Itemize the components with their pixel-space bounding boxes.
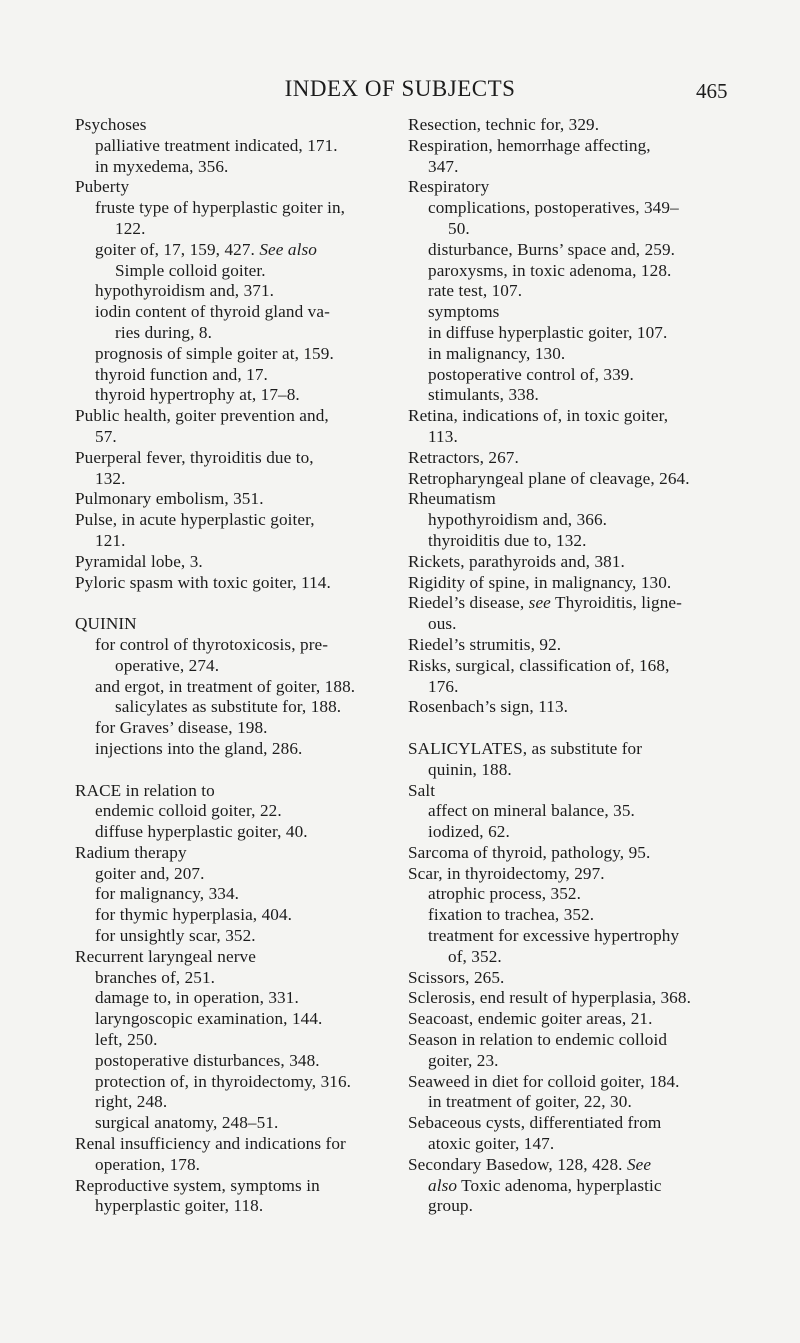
see-also-ref: also — [428, 1175, 458, 1195]
entry-continuation: quinin, 188. — [428, 759, 512, 779]
entry-line: Recurrent laryngeal nerve — [75, 946, 256, 966]
entry-line: fruste type of hyperplastic goiter in, — [95, 198, 346, 218]
index-entry — [75, 1072, 410, 1093]
entry-line: Salt — [408, 780, 436, 800]
index-entry — [408, 1009, 748, 1030]
index-entry — [408, 136, 748, 178]
index-entry — [75, 240, 410, 282]
index-entry — [408, 385, 748, 406]
index-entry — [75, 1176, 410, 1218]
see-ref: see — [528, 593, 551, 613]
entry-line: in myxedema, 356. — [95, 156, 229, 176]
index-entry — [408, 406, 748, 448]
index-entry — [75, 552, 410, 573]
entry-continuation: 50. — [448, 218, 470, 238]
entry-continuation: 122. — [115, 218, 146, 238]
entry-line: iodized, 62. — [428, 822, 510, 842]
index-entry — [75, 1092, 410, 1113]
entry-continuation: ous. — [428, 614, 457, 634]
entry-line: Resection, technic for, 329. — [408, 115, 600, 134]
entry-continuation: 57. — [95, 426, 117, 446]
entry-line: hypothyroidism and, 366. — [428, 510, 608, 530]
index-entry — [75, 1113, 410, 1134]
entry-line: Reproductive system, symptoms in — [75, 1175, 320, 1195]
entry-line: postoperative disturbances, 348. — [95, 1050, 320, 1070]
entry-line: Pyloric spasm with toxic goiter, 114. — [75, 572, 331, 592]
entry-line: Riedel’s strumitis, 92. — [408, 634, 562, 654]
index-entry — [75, 136, 410, 157]
index-column-left — [75, 115, 410, 1217]
index-entry — [408, 1155, 748, 1217]
index-entry — [408, 968, 748, 989]
entry-line: Puerperal fever, thyroiditis due to, — [75, 447, 314, 467]
entry-line: for unsightly scar, 352. — [95, 926, 256, 946]
index-entry — [408, 1030, 748, 1072]
entry-line: symptoms — [428, 302, 500, 322]
entry-line: RACE in relation to — [75, 780, 215, 800]
index-entry — [408, 988, 748, 1009]
index-entry — [75, 1134, 410, 1176]
index-entry — [408, 448, 748, 469]
index-entry — [408, 281, 748, 302]
entry-continuation: hyperplastic goiter, 118. — [95, 1196, 264, 1216]
index-entry — [75, 489, 410, 510]
index-entry — [75, 510, 410, 552]
entry-line: laryngoscopic examination, 144. — [95, 1009, 323, 1029]
entry-continuation: also Toxic adenoma, hyperplastic — [428, 1175, 662, 1195]
index-entry — [408, 905, 748, 926]
entry-line: in malignancy, 130. — [428, 343, 566, 363]
entry-line: Seaweed in diet for colloid goiter, 184. — [408, 1071, 680, 1091]
index-entry — [75, 302, 410, 344]
entry-continuation: 121. — [95, 530, 126, 550]
page-title: INDEX OF SUBJECTS — [284, 76, 516, 101]
index-entry — [408, 926, 748, 968]
index-entry — [75, 115, 410, 136]
entry-continuation: ries during, 8. — [115, 322, 212, 342]
index-entry — [408, 593, 748, 635]
index-entry — [408, 552, 748, 573]
index-entry — [75, 448, 410, 490]
index-entry — [75, 677, 410, 698]
index-entry — [75, 739, 410, 760]
entry-line: Rickets, parathyroids and, 381. — [408, 551, 625, 571]
entry-line: Radium therapy — [75, 842, 187, 862]
entry-line: Sclerosis, end result of hyperplasia, 368. — [408, 988, 691, 1008]
index-entry — [75, 905, 410, 926]
index-entry — [75, 157, 410, 178]
index-entry — [408, 177, 748, 198]
index-entry — [75, 822, 410, 843]
entry-continuation: 113. — [428, 426, 458, 446]
entry-line: damage to, in operation, 331. — [95, 988, 299, 1008]
index-entry — [408, 531, 748, 552]
index-entry — [408, 1092, 748, 1113]
entry-line: thyroid function and, 17. — [95, 364, 268, 384]
index-entry — [408, 573, 748, 594]
index-entry — [408, 198, 748, 240]
index-entry — [408, 510, 748, 531]
entry-line: Sebaceous cysts, differentiated from — [408, 1113, 662, 1133]
index-entry — [75, 1030, 410, 1051]
index-entry — [75, 968, 410, 989]
page-number: 465 — [696, 79, 728, 103]
index-entry — [408, 697, 748, 718]
entry-line: for thymic hyperplasia, 404. — [95, 905, 293, 925]
entry-continuation: operation, 178. — [95, 1154, 201, 1174]
entry-line: QUININ — [75, 614, 137, 634]
entry-continuation: 347. — [428, 156, 459, 176]
entry-line: prognosis of simple goiter at, 159. — [95, 343, 334, 363]
entry-line: branches of, 251. — [95, 967, 216, 987]
entry-line: Pyramidal lobe, 3. — [75, 551, 203, 571]
entry-line: Risks, surgical, classification of, 168, — [408, 655, 670, 675]
entry-line: rate test, 107. — [428, 281, 523, 301]
entry-continuation: 132. — [95, 468, 126, 488]
index-entry — [408, 822, 748, 843]
entry-line: protection of, in thyroidectomy, 316. — [95, 1071, 352, 1091]
entry-continuation: of, 352. — [448, 946, 502, 966]
index-entry — [75, 843, 410, 864]
index-entry — [75, 635, 410, 677]
index-entry — [75, 926, 410, 947]
entry-line: postoperative control of, 339. — [428, 364, 634, 384]
entry-continuation: operative, 274. — [115, 655, 220, 675]
index-entry — [408, 365, 748, 386]
entry-continuation: 176. — [428, 676, 459, 696]
entry-line: Rosenbach’s sign, 113. — [408, 697, 569, 717]
entry-line: endemic colloid goiter, 22. — [95, 801, 282, 821]
index-entry — [75, 177, 410, 198]
entry-line: treatment for excessive hypertrophy — [428, 926, 680, 946]
entry-line: injections into the gland, 286. — [95, 738, 303, 758]
index-entry — [408, 884, 748, 905]
entry-line: and ergot, in treatment of goiter, 188. — [95, 676, 356, 696]
entry-line: diffuse hyperplastic goiter, 40. — [95, 822, 308, 842]
see-also-ref: See also — [259, 239, 317, 259]
index-entry — [408, 801, 748, 822]
index-entry — [408, 302, 748, 323]
page-header — [0, 76, 800, 106]
entry-line: right, 248. — [95, 1092, 168, 1112]
entry-line: Seacoast, endemic goiter areas, 21. — [408, 1009, 653, 1029]
entry-line: Respiration, hemorrhage affecting, — [408, 135, 651, 155]
entry-line: Retractors, 267. — [408, 447, 519, 467]
index-entry — [75, 988, 410, 1009]
index-entry — [75, 884, 410, 905]
entry-line: surgical anatomy, 248–51. — [95, 1113, 279, 1133]
entry-line: iodin content of thyroid gland va- — [95, 302, 330, 322]
entry-line: palliative treatment indicated, 171. — [95, 135, 338, 155]
entry-line: Secondary Basedow, 128, 428. See — [408, 1154, 652, 1174]
entry-line: thyroid hypertrophy at, 17–8. — [95, 385, 300, 405]
index-entry — [75, 697, 410, 718]
index-entry — [75, 1009, 410, 1030]
index-entry — [408, 323, 748, 344]
entry-line: Sarcoma of thyroid, pathology, 95. — [408, 842, 651, 862]
entry-line: Scissors, 265. — [408, 967, 505, 987]
index-entry — [75, 614, 410, 635]
index-entry — [75, 406, 410, 448]
entry-line: paroxysms, in toxic adenoma, 128. — [428, 260, 672, 280]
index-entry — [408, 115, 748, 136]
entry-line: affect on mineral balance, 35. — [428, 801, 635, 821]
index-entry — [408, 864, 748, 885]
entry-line: Pulse, in acute hyperplastic goiter, — [75, 510, 315, 530]
entry-line: in diffuse hyperplastic goiter, 107. — [428, 322, 668, 342]
index-entry — [75, 947, 410, 968]
entry-line: Retina, indications of, in toxic goiter, — [408, 406, 669, 426]
entry-line: complications, postoperatives, 349– — [428, 198, 679, 218]
entry-line: Season in relation to endemic colloid — [408, 1030, 668, 1050]
entry-line: Retropharyngeal plane of cleavage, 264. — [408, 468, 690, 488]
entry-line: thyroiditis due to, 132. — [428, 530, 587, 550]
index-entry — [75, 781, 410, 802]
entry-line: atrophic process, 352. — [428, 884, 582, 904]
entry-line: left, 250. — [95, 1030, 158, 1050]
index-entry — [408, 781, 748, 802]
entry-line: goiter and, 207. — [95, 863, 205, 883]
entry-line: disturbance, Burns’ space and, 259. — [428, 239, 676, 259]
index-entry — [75, 385, 410, 406]
index-entry — [408, 635, 748, 656]
index-entry — [75, 198, 410, 240]
entry-line: Puberty — [75, 177, 130, 197]
index-entry — [75, 344, 410, 365]
entry-line: in treatment of goiter, 22, 30. — [428, 1092, 632, 1112]
entry-continuation: Simple colloid goiter. — [115, 260, 266, 280]
index-entry — [75, 573, 410, 594]
index-entry — [75, 281, 410, 302]
index-entry — [75, 1051, 410, 1072]
entry-line: goiter of, 17, 159, 427. See also — [95, 239, 317, 259]
index-entry — [75, 864, 410, 885]
index-entry — [408, 344, 748, 365]
entry-line: SALICYLATES, as substitute for — [408, 738, 643, 758]
index-column-right — [408, 115, 748, 1217]
index-entry — [408, 469, 748, 490]
entry-line: Pulmonary embolism, 351. — [75, 489, 264, 509]
index-entry — [408, 1072, 748, 1093]
index-entry — [408, 656, 748, 698]
entry-line: for Graves’ disease, 198. — [95, 718, 268, 738]
entry-line: hypothyroidism and, 371. — [95, 281, 275, 301]
index-entry — [408, 1113, 748, 1155]
entry-continuation: goiter, 23. — [428, 1050, 499, 1070]
entry-line: stimulants, 338. — [428, 385, 539, 405]
entry-line: for control of thyrotoxicosis, pre- — [95, 634, 329, 654]
entry-line: Psychoses — [75, 115, 147, 134]
entry-line: Scar, in thyroidectomy, 297. — [408, 863, 605, 883]
entry-line: Public health, goiter prevention and, — [75, 406, 329, 426]
entry-continuation: group. — [428, 1196, 473, 1216]
index-entry — [75, 718, 410, 739]
entry-line: salicylates as substitute for, 188. — [115, 697, 342, 717]
index-entry — [408, 261, 748, 282]
entry-line: fixation to trachea, 352. — [428, 905, 595, 925]
see-also-ref: See — [626, 1154, 652, 1174]
index-entry — [75, 801, 410, 822]
entry-line: Renal insufficiency and indications for — [75, 1134, 346, 1154]
entry-continuation: atoxic goiter, 147. — [428, 1134, 555, 1154]
index-entry — [408, 739, 748, 781]
index-entry — [408, 843, 748, 864]
entry-line: Rigidity of spine, in malignancy, 130. — [408, 572, 672, 592]
entry-line: Respiratory — [408, 177, 490, 197]
entry-line: Rheumatism — [408, 489, 496, 509]
entry-line: Riedel’s disease, see Thyroiditis, ligne- — [408, 593, 682, 613]
entry-line: for malignancy, 334. — [95, 884, 240, 904]
index-entry — [408, 240, 748, 261]
index-entry — [408, 489, 748, 510]
index-entry — [75, 365, 410, 386]
